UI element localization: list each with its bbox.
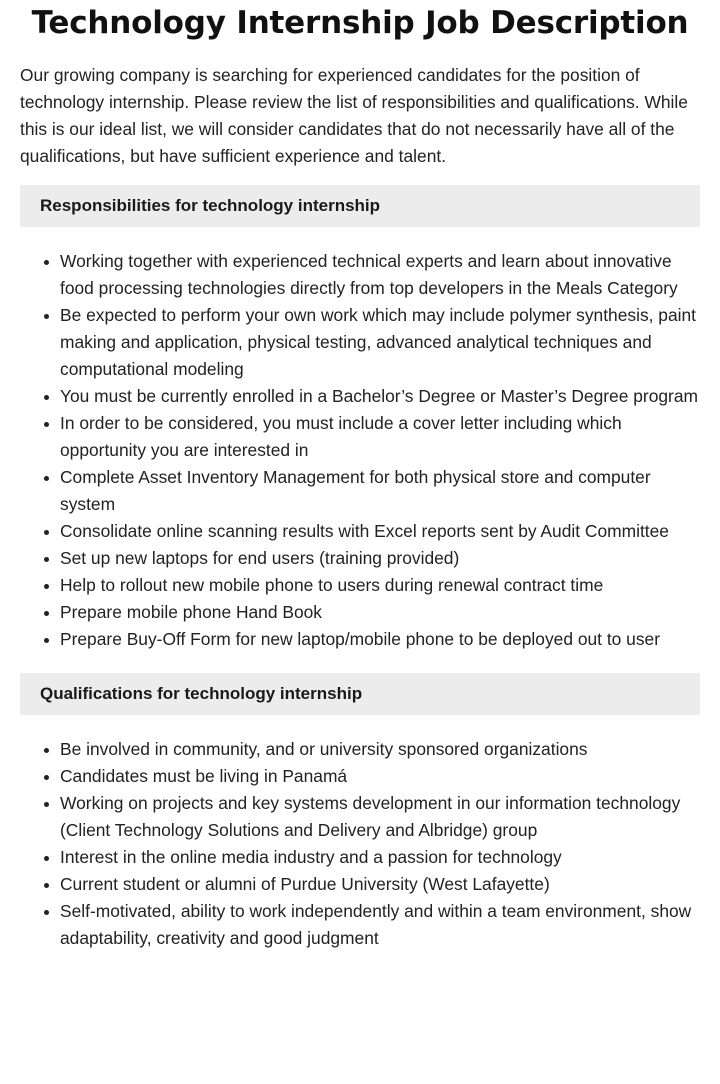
list-item: Help to rollout new mobile phone to users during renewal contract time [60,572,700,599]
list-item: Candidates must be living in Panamá [60,763,700,790]
responsibilities-heading: Responsibilities for technology internship [20,185,700,227]
list-item: Prepare Buy-Off Form for new laptop/mobile phone to be deployed out to user [60,626,700,653]
list-item: Prepare mobile phone Hand Book [60,599,700,626]
qualifications-heading: Qualifications for technology internship [20,673,700,715]
responsibilities-list [20,227,700,653]
list-item: Current student or alumni of Purdue University (West Lafayette) [60,871,700,898]
list-item: In order to be considered, you must include a cover letter including which opportunity you are interested in [60,410,700,464]
list-item: Self-motivated, ability to work independently and within a team environment, show adaptability, creativity and good judgment [60,898,700,952]
page-title: Technology Internship Job Description [31,5,689,41]
list-item: Working on projects and key systems development in our information technology (Client Technology Solutions and Delivery and Albridge) group [60,790,700,844]
qualifications-list [20,715,700,952]
intro-paragraph: Our growing company is searching for experienced candidates for the position of technology internship. Please review the list of responsibilities and qualifications. While this is our ideal list, we will consider candidates that do not necessarily have all of the qualifications, but have sufficient experience and talent. [20,65,688,166]
list-item: Set up new laptops for end users (training provided) [60,545,700,572]
list-item: Be expected to perform your own work which may include polymer synthesis, paint making and application, physical testing, advanced analytical techniques and computational modeling [60,302,700,383]
list-item: Interest in the online media industry and a passion for technology [60,844,700,871]
list-item: Working together with experienced technical experts and learn about innovative food processing technologies directly from top developers in the Meals Category [60,248,700,302]
list-item: Be involved in community, and or university sponsored organizations [60,736,700,763]
list-item: Consolidate online scanning results with Excel reports sent by Audit Committee [60,518,700,545]
list-item: Complete Asset Inventory Management for both physical store and computer system [60,464,700,518]
list-item: You must be currently enrolled in a Bachelor’s Degree or Master’s Degree program [60,383,700,410]
